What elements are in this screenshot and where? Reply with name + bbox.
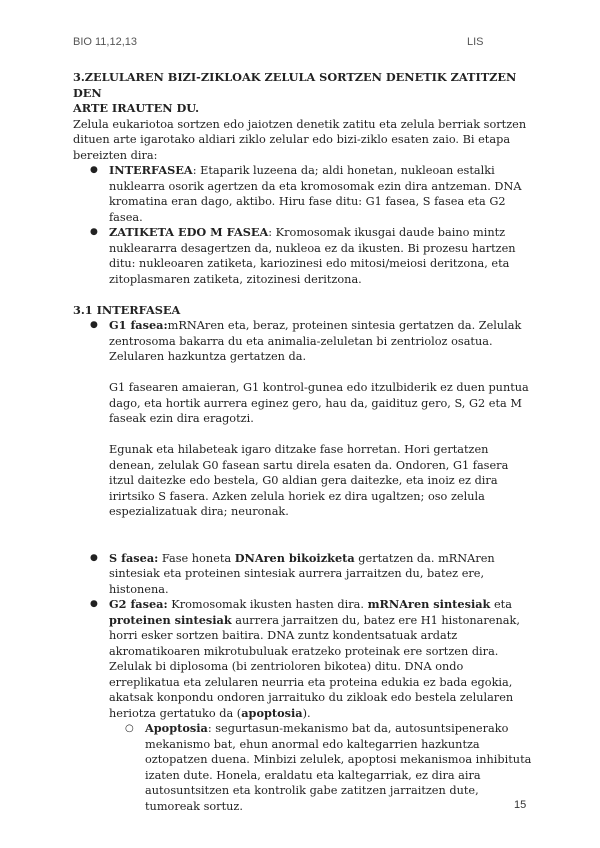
g1-paragraph-3: Egunak eta hilabeteak igaro ditzake fase horretan. Hori gertatzen denean, zelulak G0 fasean sartu direla esaten da. Ondoren, G1 fasera itzul daitezke edo bestela, G0 aldian gera daitezke, eta inoiz ez dira irirtsiko S fasera. Azken zelula horiek ez dira ugaltzen; oso zelula espezializatuak dira; neuronak. — [109, 443, 509, 518]
section-31-title: 3.1 INTERFASEA — [73, 302, 181, 317]
header-left: BIO 11,12,13 — [73, 36, 138, 48]
g1-paragraph-2: G1 fasearen amaieran, G1 kontrol-gunea edo itzulbiderik ez duen puntua dago, eta hortik aurrera eginez gero, hau da, gaidituz gero, S, G2 eta M faseak ezin dira eragotzi. — [109, 381, 529, 425]
header-right: LIS — [467, 36, 484, 48]
stage-list — [73, 163, 535, 287]
apoptosia-sublist — [109, 721, 535, 814]
list-item-s: ● S fasea: Fase honeta DNAren bikoizketa gertatzen da. mRNAren sintesiak eta proteinen sintesiak aurrera jarraitzen du, batez ere, histonena. — [109, 551, 535, 598]
list-item-apoptosia: ○ Apoptosia: segurtasun-mekanismo bat da, autosuntsipenerako mekanismo bat, ehun anormal edo kaltegarrien hazkuntza oztopatzen duena. Minbizi zelulek, apoptosi mekanismoa inhibituta izaten dute. Honela, eraldatu eta kaltegarriak, ez dira aira autosuntsitzen eta kontrolik gabe zatitzen jarraitzen dute, tumoreak sortuz. — [145, 721, 535, 814]
list-item-g2: ● G2 fasea: Kromosomak ikusten hasten dira. mRNAren sintesiak eta proteinen sintesiak aurrera jarraitzen du, batez ere H1 histonarenak, horri esker sortzen baitira. DNA zuntz kondentsatuak ardatz akromatikoaren mikrotubuluak eratzeko proteinak ere sortzen dira. Zelulak bi diplosoma (bi zentrioloren bikotea) ditu. DNA ondo erreplikatua eta zelularen neurria eta proteina edukia ez bada egokia, akatsak konpondu ondoren jarraituko du zikloak edo bestela zelularen heriotza gertatuko da (apoptosia). ○ Apoptosia: segurtasun-mekanismo bat da, autosuntsipenerako mekanismo bat, ehun anormal edo kaltegarrien hazkuntza oztopatzen duena. Minbizi zelulek, apoptosi mekanismoa inhibituta izaten dute. Honela, eraldatu eta kaltegarriak, ez dira aira autosuntsitzen eta kontrolik gabe zatitzen jarraitzen dute, tumoreak sortuz. — [109, 597, 535, 814]
list-item-g1: ● G1 fasea:mRNAren eta, beraz, proteinen sintesia gertatzen da. Zelulak zentrosoma bakarra du eta animalia-zeluletan bi zentrioloz osatua. Zelularen hazkuntza gertatzen da. G1 fasearen amaieran, G1 kontrol-gunea edo itzulbiderik ez duen puntua dago, eta hortik aurrera eginez gero, hau da, gaidituz gero, S, G2 eta M faseak ezin dira eragotzi. Egunak eta hilabeteak igaro ditzake fase horretan. Hori gertatzen denean, zelulak G0 fasean sartu direla esaten da. Ondoren, G1 fasera itzul daitezke edo bestela, G0 aldian gera daitezke, eta inoiz ez dira irirtsiko S fasera. Azken zelula horiek ez dira ugaltzen; oso zelula espezializatuak dira; neuronak. — [109, 318, 535, 520]
phase-list — [73, 318, 535, 814]
page-number: 15 — [514, 799, 527, 811]
page-content — [73, 70, 535, 814]
section-3-title: 3.ZELULAREN BIZI-ZIKLOAK ZELULA SORTZEN DENETIK ZATITZEN DEN ARTE IRAUTEN DU. — [73, 70, 517, 115]
section-3-intro: Zelula eukariotoa sortzen edo jaiotzen denetik zatitu eta zelula berriak sortzen dituen arte igarotako aldiari ziklo zelular edo bizi-ziklo esaten zaio. Bi etapa bereizten dira: — [73, 117, 527, 162]
list-item-interfasea: ● INTERFASEA: Etaparik luzeena da; aldi honetan, nukleoan estalki nuklearra osorik agertzen da eta kromosomak ezin dira antzeman. DNA kromatina eran dago, aktibo. Hiru fase ditu: G1 fasea, S fasea eta G2 fasea. — [109, 163, 535, 225]
list-item-zatiketa: ● ZATIKETA EDO M FASEA: Kromosomak ikusgai daude baino mintz nukleararra desagertzen da, nukleoa ez da ikusten. Bi prozesu hartzen ditu: nukleoaren zatiketa, kariozinesi edo mitosi/meiosi deritzona, eta zitoplasmaren zatiketa, zitozinesi deritzona. — [109, 225, 535, 287]
